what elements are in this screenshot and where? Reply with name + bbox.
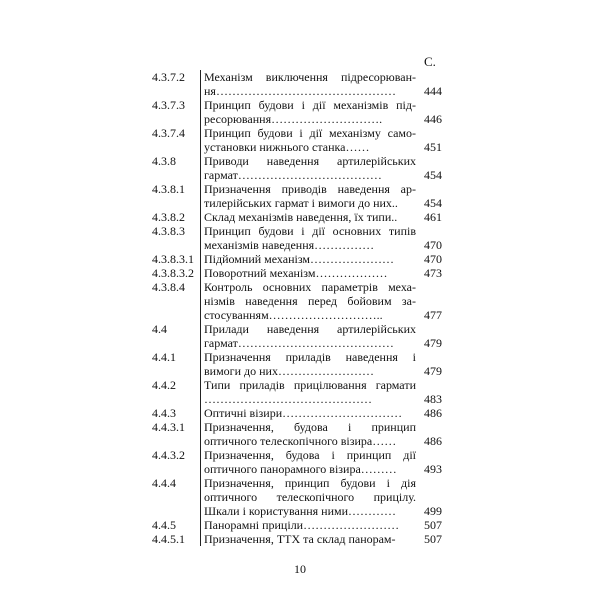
toc-entry-title-line: Типи приладів прицілювання гармати [204, 378, 416, 392]
toc-entry-number: 4.4.3 [152, 406, 176, 420]
toc-entry-title-line: Призначення, будова і принцип [204, 420, 416, 434]
toc-entry-number: 4.3.8 [152, 154, 176, 168]
toc-entry-page: 461 [424, 210, 442, 224]
toc-entry-page: 446 [424, 112, 442, 126]
toc-entry-number: 4.4 [152, 322, 167, 336]
toc-entry [152, 210, 442, 224]
toc-entry-title-line: оптичного телескопічного прицілу. [204, 490, 416, 504]
toc-entry-title-line: Призначення, ТТХ та склад панорам- [204, 532, 396, 546]
toc-entry [152, 70, 442, 98]
toc-entry-number: 4.3.8.3.2 [152, 266, 194, 280]
page-column-label: С. [424, 54, 436, 69]
toc-entry-title [204, 126, 416, 154]
toc-entry-title-line: оптичного панорамного візира……… [204, 462, 397, 476]
toc-entry-title-line: Принцип будови і дії механізмів під- [204, 98, 416, 112]
toc-entry [152, 420, 442, 448]
toc-entry-title-line: установки нижнього станка…… [204, 140, 370, 154]
toc-entry-title-line: гармат………………………………… [204, 336, 394, 350]
toc-entry-number: 4.3.8.3 [152, 224, 185, 238]
toc-entry-title [204, 154, 416, 182]
toc-entry-title [204, 252, 416, 266]
toc-entry [152, 224, 442, 252]
toc-entry-title-line: Склад механізмів наведення, їх типи.. [204, 210, 398, 224]
toc-entry [152, 266, 442, 280]
toc-entry-title-line: ресорювання………………………. [204, 112, 383, 126]
toc-entry-page: 470 [424, 252, 442, 266]
toc-entry [152, 252, 442, 266]
toc-entry [152, 448, 442, 476]
toc-entry-title [204, 448, 416, 476]
toc-entry [152, 350, 442, 378]
toc-entry-page: 499 [424, 504, 442, 518]
toc-entry-page: 454 [424, 168, 442, 182]
toc-entry [152, 182, 442, 210]
toc-entry-title-line: Шкали і користування ними………… [204, 504, 397, 518]
toc-entry-title-line: гармат……………………………… [204, 168, 382, 182]
toc-entry-number: 4.4.2 [152, 378, 176, 392]
toc-entry-number: 4.3.8.4 [152, 280, 185, 294]
toc-entry-page: 479 [424, 364, 442, 378]
toc-entry-number: 4.4.3.2 [152, 448, 185, 462]
toc-entry-title-line: Призначення, принцип будови і дія [204, 476, 416, 490]
toc-entry-number: 4.3.8.2 [152, 210, 185, 224]
toc-entry-page: 483 [424, 392, 442, 406]
toc-entry-title-line: Механізм виключення підресорюван- [204, 70, 416, 84]
toc-entry [152, 406, 442, 420]
toc-entry-title [204, 280, 416, 322]
toc-entry-page: 473 [424, 266, 442, 280]
toc-entry-title-line: оптичного телескопічного візира…… [204, 434, 397, 448]
toc-entry-title-line: вимоги до них…………………… [204, 364, 374, 378]
toc-entry-number: 4.4.5.1 [152, 532, 185, 546]
toc-entry-title-line: тилерійських гармат і вимоги до них.. [204, 196, 398, 210]
toc-entry [152, 98, 442, 126]
toc-entry-title [204, 98, 416, 126]
toc-entry-title [204, 70, 416, 98]
table-of-contents [152, 70, 442, 546]
toc-entry-title-line: механізмів наведення…………… [204, 238, 375, 252]
toc-entry-title-line: Панорамні приціли…………………… [204, 518, 400, 532]
toc-entry-title [204, 532, 416, 546]
page-number: 10 [294, 562, 306, 576]
toc-entry-page: 486 [424, 434, 442, 448]
toc-entry-title-line: Призначення приводів наведення ар- [204, 182, 416, 196]
toc-entry-page: 479 [424, 336, 442, 350]
toc-entry-title-line: стосуванням……………………….. [204, 308, 383, 322]
toc-entry-page: 477 [424, 308, 442, 322]
toc-entry-page: 493 [424, 462, 442, 476]
toc-entry-number: 4.3.7.2 [152, 70, 185, 84]
toc-entry-title-line: Оптичні візири………………………… [204, 406, 403, 420]
toc-entry-title-line: Контроль основних параметрів меха- [204, 280, 416, 294]
toc-entry-title-line: Поворотний механізм……………… [204, 266, 388, 280]
toc-entry-number: 4.4.3.1 [152, 420, 185, 434]
toc-entry [152, 154, 442, 182]
toc-entry-title-line: Призначення приладів наведення і [204, 350, 416, 364]
toc-entry [152, 532, 442, 546]
toc-entry [152, 378, 442, 406]
toc-entry [152, 518, 442, 532]
toc-entry-title-line: ня……………………………………… [204, 84, 396, 98]
toc-entry-title [204, 406, 416, 420]
toc-entry-page: 470 [424, 238, 442, 252]
toc-entry-title [204, 322, 416, 350]
toc-entry-title [204, 182, 416, 210]
toc-entry-page: 507 [424, 518, 442, 532]
toc-entry-title-line: нізмів наведення перед бойовим за- [204, 294, 416, 308]
toc-entry-number: 4.3.7.3 [152, 98, 185, 112]
toc-entry-number: 4.4.5 [152, 518, 176, 532]
toc-entry-page: 454 [424, 196, 442, 210]
toc-entry-title [204, 266, 416, 280]
toc-entry-title-line: Призначення, будова і принцип дії [204, 448, 416, 462]
toc-entry-number: 4.3.8.1 [152, 182, 185, 196]
toc-entry-number: 4.4.4 [152, 476, 176, 490]
toc-entry [152, 322, 442, 350]
toc-entry-title-line: Підйомний механізм………………… [204, 252, 395, 266]
toc-entry-title [204, 378, 416, 406]
toc-entry-title-line: Прилади наведення артилерійських [204, 322, 416, 336]
toc-entry-page: 486 [424, 406, 442, 420]
toc-entry-page: 444 [424, 84, 442, 98]
toc-entry-title [204, 210, 416, 224]
toc-entry-number: 4.4.1 [152, 350, 176, 364]
toc-entry-number: 4.3.7.4 [152, 126, 185, 140]
toc-entry-title-line: Приводи наведення артилерійських [204, 154, 416, 168]
toc-entry-title [204, 224, 416, 252]
toc-entry-title [204, 420, 416, 448]
toc-entry-page: 507 [424, 532, 442, 546]
toc-entry [152, 280, 442, 322]
toc-entry-title-line: …………………………………… [204, 392, 372, 406]
toc-entry [152, 476, 442, 518]
toc-entry-title [204, 476, 416, 518]
toc-entry-title-line: Принцип будови і дії механізму само- [204, 126, 416, 140]
toc-entry [152, 126, 442, 154]
toc-entry-page: 451 [424, 140, 442, 154]
toc-entry-title [204, 518, 416, 532]
toc-entry-number: 4.3.8.3.1 [152, 252, 194, 266]
toc-entry-title-line: Принцип будови і дії основних типів [204, 224, 416, 238]
toc-entry-title [204, 350, 416, 378]
